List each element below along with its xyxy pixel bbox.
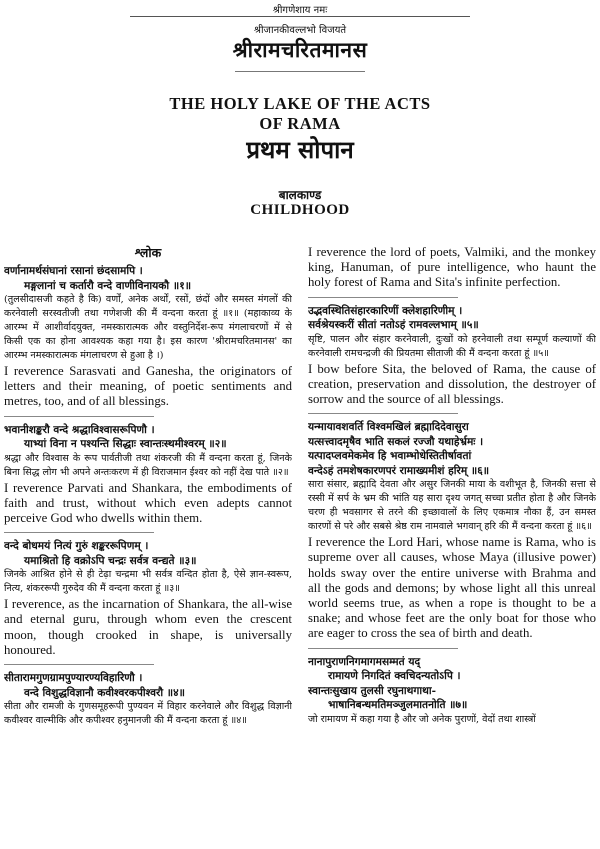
kand-title-english: CHILDHOOD [250, 202, 350, 218]
sanskrit-line: भवानीशङ्करौ वन्दे श्रद्धाविश्वासरूपिणौ । [4, 423, 155, 436]
sanskrit-line: नानापुराणनिगमागमसम्मतं यद् [308, 655, 421, 668]
sanskrit-line: रामायणे निगदितं क्वचिदन्यतोऽपि । [328, 670, 461, 683]
verse-block [308, 420, 596, 641]
invocation-line: श्रीगणेशाय नमः [272, 5, 328, 16]
verse-block [308, 655, 596, 727]
hindi-translation: जो रामायण में कहा गया है और जो अनेक पुराणों, वेदों तथा शास्त्रों [308, 713, 536, 725]
sanskrit-line: मङ्गलानां च कर्तारौ वन्दे वाणीविनायकौ ॥१॥ [24, 279, 192, 292]
verse-divider [4, 532, 154, 533]
sanskrit-line: वन्दे बोधमयं नित्यं गुरुं शङ्कररूपिणम् । [4, 540, 149, 553]
sanskrit-line: स्वान्तःसुखाय तुलसी रघुनाथगाथा- [308, 684, 437, 697]
header-divider [130, 16, 470, 17]
shloka-heading: श्लोक [134, 245, 162, 260]
sanskrit-line: वर्णानामर्थसंघानां रसानां छंदसामपि । [4, 265, 143, 277]
hindi-translation: जिनके आश्रित होने से ही टेढ़ा चन्द्रमा भी सर्वत्र वन्दित होता है, ऐसे ज्ञान-स्वरूप, नित्य, शंकररूपी गुरुदेव की मैं वन्दना करता हूं ॥३॥ [4, 569, 292, 595]
verse-divider [308, 413, 458, 414]
verse-block [4, 264, 292, 410]
verse-divider [308, 297, 458, 298]
sanskrit-line: सीतारामगुणग्रामपुण्यारण्यविहारिणौ । [4, 672, 143, 685]
sanskrit-line: भाषानिबन्धमतिमञ्जुलमातनोति ॥७॥ [328, 699, 468, 712]
english-translation: I reverence Sarasvati and Ganesha, the originators of letters and their meaning, of poetic sentiments and metres, too, and of all blessings. [4, 364, 292, 409]
left-column [4, 244, 292, 849]
english-translation: I bow before Sita, the beloved of Rama, the cause of creation, preservation and dissolution, the destroyer of sorrow and the source of all blessings. [308, 361, 596, 407]
english-translation: I reverence Parvati and Shankara, the embodiments of faith and trust, without which even adepts cannot perceive God who dwells within them. [4, 480, 292, 526]
sanskrit-line: यमाश्रितो हि वक्रोऽपि चन्द्रः सर्वत्र वन्द्यते ॥३॥ [24, 554, 197, 567]
right-column [308, 244, 596, 849]
verse-block [4, 423, 292, 527]
sanskrit-line: सर्वश्रेयस्करीं सीतां नतोऽहं रामवल्लभाम् ॥५॥ [308, 319, 479, 332]
verse-divider [4, 416, 154, 417]
verse-block [308, 245, 596, 291]
english-translation: I reverence the lord of poets, Valmiki, and the monkey king, Hanuman, of pure intelligence, who haunt the holy forest of Rama and Sita's infinite perfection. [308, 245, 596, 290]
verse-block [4, 671, 292, 728]
title-english-line1: THE HOLY LAKE OF THE ACTS [169, 94, 431, 113]
sub-invocation: श्रीजानकीवल्लभो विजयते [253, 25, 347, 36]
english-translation: I reverence the Lord Hari, whose name is Rama, who is supreme over all causes, whose Maya (illusive power) holds sway over the entire universe with Brahma and all the gods and demons; by whose light all this unreal world seems true, as when a rope is thought to be a snake; and whose feet are the only boat for those who are eager to cross the sea of birth and death. [308, 535, 596, 641]
title-english-line2: OF RAMA [259, 114, 341, 133]
sanskrit-line: यत्सत्त्वादमृषैव भाति सकलं रज्जौ यथाहेर्भ्रमः । [308, 435, 484, 448]
sanskrit-line: वन्देऽहं तमशेषकारणपरं रामाख्यमीशं हरिम् ॥६॥ [308, 464, 490, 477]
english-translation: I reverence, as the incarnation of Shankara, the all-wise and eternal guru, through whom even the crescent moon, though crooked in shape, is universally honoured. [4, 597, 292, 657]
hindi-translation: सृष्टि, पालन और संहार करनेवाली, दुःखों को हरनेवाली तथा सम्पूर्ण कल्याणों की करनेवाली रामचन्द्रजी की प्रियतमा सीताजी की मैं वन्दना करता हूं ॥५॥ [308, 333, 596, 359]
verse-block [308, 304, 596, 408]
sanskrit-line: वन्दे विशुद्धविज्ञानौ कवीश्वरकपीश्वरौ ॥४॥ [24, 686, 186, 699]
section-title-hindi: प्रथम सोपान [246, 135, 354, 164]
kand-title-hindi: बालकाण्ड [278, 188, 322, 202]
title-underline [235, 71, 365, 72]
sanskrit-line: यन्मायावशवर्ति विश्वमखिलं ब्रह्मादिदेवासुरा [308, 421, 469, 434]
verse-divider [4, 664, 154, 665]
hindi-translation: सीता और रामजी के गुणसमूहरूपी पुण्यवन में विहार करनेवाले और विशुद्ध विज्ञानी कवीश्वर वाल्मीकि और कपीश्वर हनुमानजी की मैं वन्दना करता हूं ॥४॥ [4, 701, 292, 727]
hindi-translation: (तुलसीदासजी कहते है कि) वर्णों, अनेक अर्थों, रसों, छंदों और समस्त मंगलों की करनेवाली सरस्वतीजी तथा गणेशजी की मैं वन्दना करता हूं ॥१॥ (महाकाव्य के आरम्भ में आशीर्वादयुक्त, नमस्कारात्मक और वस्तुनिर्देश-रूप मंगलाचरणों में से किसी एक का होना आवश्यक कहा गया है। इस कारण 'श्रीरामचरितमानस' का आरम्भ नमस्कारात्मक मंगलाचरण से हुआ है ।) [4, 294, 292, 361]
hindi-translation: श्रद्धा और विश्वास के रूप पार्वतीजी तथा शंकरजी की मैं वन्दना करता हूं, जिनके बिना सिद्ध लोग भी अपने अन्तःकरण में ही विराजमान ईश्वर को नहीं देख पाते ॥२॥ [4, 452, 292, 478]
sanskrit-line: याभ्यां विना न पश्यन्ति सिद्धाः स्वान्तःस्थमीश्वरम् ॥२॥ [24, 438, 227, 451]
hindi-translation: सारा संसार, ब्रह्मादि देवता और असुर जिनकी माया के वशीभूत है, जिनकी सत्ता से रस्सी में सर्प के भ्रम की भांति यह सारा दृश्य जगत् सच्चा प्रतीत होता है और जिनके चरण ही भवसागर से तरने की इच्छावालों के लिए एकमात्र नौका हैं, उन समस्त कारणों से परे और सबसे श्रेष्ठ राम नामवाले भगवान् हरि की मैं वन्दना करता हूं ॥६॥ [308, 479, 596, 533]
sanskrit-line: उद्भवस्थितिसंहारकारिणीं क्लेशहारिणीम् । [308, 304, 463, 317]
sanskrit-line: यत्पादप्लवमेकमेव हि भवाम्भोधेस्तितीर्षावतां [308, 450, 472, 463]
verse-divider [308, 648, 458, 649]
verse-block [4, 539, 292, 658]
title-hindi: श्रीरामचरितमानस [232, 37, 368, 62]
